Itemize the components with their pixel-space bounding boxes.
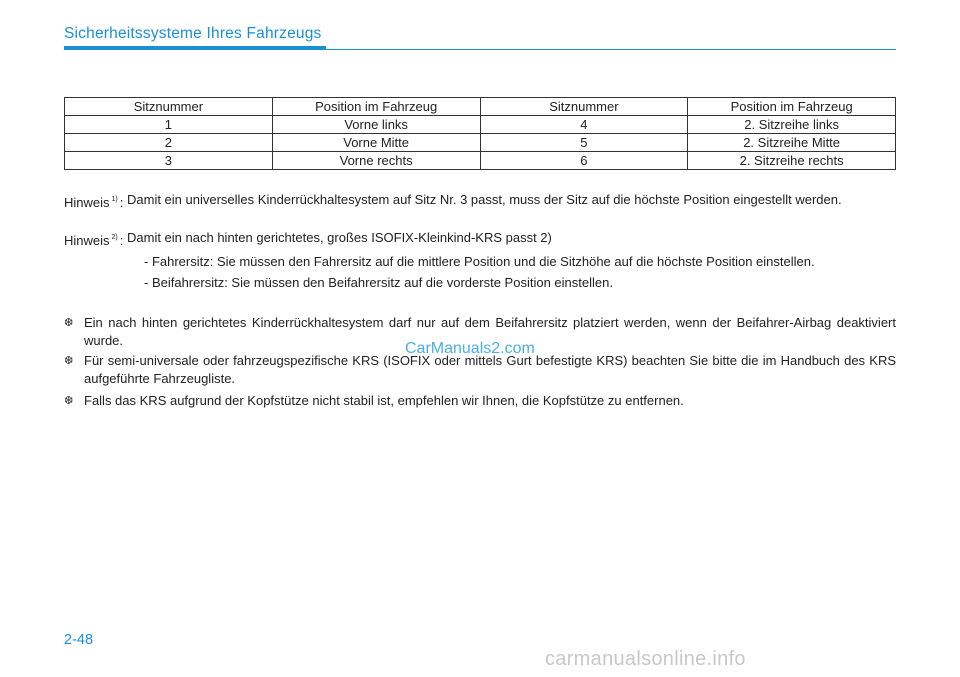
note-marker: 1) <box>111 196 118 203</box>
note-2 <box>64 228 896 292</box>
header-rule-thin <box>326 49 896 50</box>
header-rule-thick <box>64 46 326 50</box>
table-cell: 4 <box>480 116 688 134</box>
note-text: Damit ein universelles Kinderrückhaltesystem auf Sitz Nr. 3 passt, muss der Sitz auf die höchste Position eingestellt werden. <box>127 192 842 207</box>
column-header: Sitznummer <box>480 98 688 116</box>
table-cell: Vorne Mitte <box>272 134 480 152</box>
table-cell: 2. Sitzreihe Mitte <box>688 134 896 152</box>
column-header: Sitznummer <box>65 98 273 116</box>
note-1 <box>64 190 896 212</box>
section-title: Sicherheitssysteme Ihres Fahrzeugs <box>64 25 322 42</box>
table-row <box>65 134 896 152</box>
table-cell: 2 <box>65 134 273 152</box>
table-cell: 2. Sitzreihe rechts <box>688 152 896 170</box>
bullet-text: Ein nach hinten gerichtetes Kinderrückhaltesystem darf nur auf dem Beifahrersitz platziert werden, wenn der Beifahrer-Airbag deaktiviert wurde. <box>84 315 896 348</box>
note-text: Damit ein nach hinten gerichtetes, großes ISOFIX-Kleinkind-KRS passt 2) <box>127 230 552 245</box>
note-subline: - Fahrersitz: Sie müssen den Fahrersitz auf die mittlere Position und die Sitzhöhe auf die höchste Position einstellen. <box>144 254 815 269</box>
snowflake-asterisk-icon: ❆ <box>64 355 74 367</box>
column-header: Position im Fahrzeug <box>688 98 896 116</box>
table-row <box>65 116 896 134</box>
seat-position-table <box>64 97 896 170</box>
note-subline: - Beifahrersitz: Sie müssen den Beifahrersitz auf die vorderste Position einstellen. <box>144 275 613 290</box>
table-cell: 1 <box>65 116 273 134</box>
snowflake-asterisk-icon: ❆ <box>64 317 74 329</box>
footer-watermark: carmanualsonline.info <box>545 648 746 670</box>
table-cell: 6 <box>480 152 688 170</box>
bullet-item <box>64 392 896 410</box>
snowflake-asterisk-icon: ❆ <box>64 395 74 407</box>
table-cell: Vorne links <box>272 116 480 134</box>
table-cell: Vorne rechts <box>272 152 480 170</box>
table-cell: 3 <box>65 152 273 170</box>
note-label: Hinweis $^{1)}$ : <box>64 195 124 210</box>
bullet-text: Für semi-universale oder fahrzeugspezifische KRS (ISOFIX oder mittels Gurt befestigte KRS) beachten Sie bitte die im Handbuch des KRS aufgeführte Fahrzeugliste. <box>84 353 896 386</box>
table-row <box>65 152 896 170</box>
note-label: Hinweis $^{2)}$ : <box>64 233 124 248</box>
page-number: 2-48 <box>64 632 94 648</box>
column-header: Position im Fahrzeug <box>272 98 480 116</box>
table-header-row <box>65 98 896 116</box>
table-cell: 2. Sitzreihe links <box>688 116 896 134</box>
note-marker: 2) <box>111 234 118 241</box>
watermark-link[interactable]: CarManuals2.com <box>405 340 535 357</box>
bullet-text: Falls das KRS aufgrund der Kopfstütze nicht stabil ist, empfehlen wir Ihnen, die Kopfstütze zu entfernen. <box>84 393 684 408</box>
table-cell: 5 <box>480 134 688 152</box>
